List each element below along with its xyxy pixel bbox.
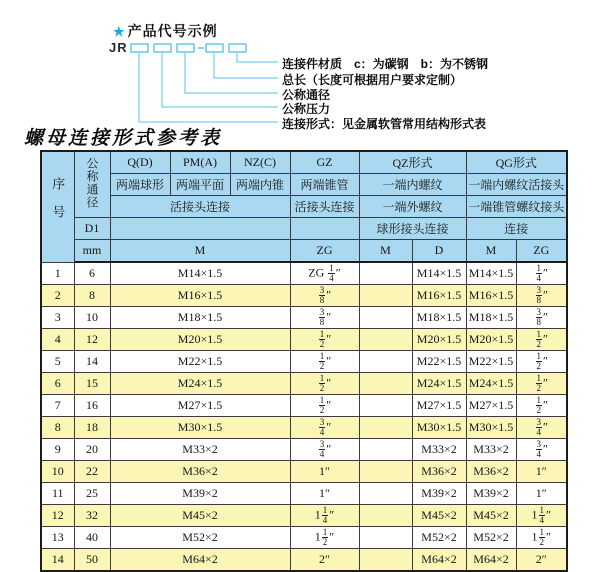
cell-dn: 22 bbox=[74, 461, 110, 483]
cell-qz-m bbox=[359, 483, 412, 505]
cell-seq: 10 bbox=[41, 461, 74, 483]
cell-seq: 7 bbox=[41, 395, 74, 417]
fraction: $\frac{3}{8}$ bbox=[536, 284, 541, 305]
cell-seq: 8 bbox=[41, 417, 74, 439]
header-qz-sub2: 一端外螺纹 bbox=[359, 196, 466, 218]
cell-qg-m: M22×1.5 bbox=[466, 351, 516, 373]
fraction: $\frac{1}{2}$ bbox=[319, 328, 325, 349]
cell-qz-d: M64×2 bbox=[412, 549, 466, 572]
cell-qz-d: M24×1.5 bbox=[412, 373, 466, 395]
cell-m: M33×2 bbox=[110, 439, 290, 461]
cell-qz-m bbox=[359, 351, 412, 373]
header-col-q: Q(D) bbox=[110, 151, 170, 174]
cell-seq: 11 bbox=[41, 483, 74, 505]
table-row bbox=[41, 395, 567, 417]
cell-seq: 2 bbox=[41, 285, 74, 307]
cell-seq: 1 bbox=[41, 262, 74, 285]
header-zg: ZG bbox=[290, 240, 359, 263]
label-nominal-diameter: 公称通径 bbox=[282, 88, 331, 102]
connector-line-1 bbox=[139, 53, 278, 122]
cell-qg-m: M14×1.5 bbox=[466, 262, 516, 285]
connector-line-4 bbox=[214, 53, 278, 78]
fraction: $\frac{3}{8}$ bbox=[319, 306, 325, 327]
cell-zg: $\frac{3}{8}$ ″ bbox=[290, 285, 359, 307]
cell-qz-m bbox=[359, 307, 412, 329]
cell-dn: 12 bbox=[74, 329, 110, 351]
fraction: $\frac{1}{4}$ bbox=[322, 504, 328, 525]
header-qz-sub1: 一端内螺纹 bbox=[359, 174, 466, 196]
header-col-gz: GZ bbox=[290, 151, 359, 174]
header-qg-sub2: 一端锥管螺纹接头 bbox=[466, 196, 567, 218]
cell-dn: 50 bbox=[74, 549, 110, 572]
cell-seq: 3 bbox=[41, 307, 74, 329]
cell-zg: 1″ bbox=[290, 483, 359, 505]
cell-seq: 12 bbox=[41, 505, 74, 527]
cell-qg-m: M16×1.5 bbox=[466, 285, 516, 307]
fraction: $\frac{1}{4}$ bbox=[329, 262, 334, 283]
cell-m: M64×2 bbox=[110, 549, 290, 572]
fraction: $\frac{1}{4}$ bbox=[536, 262, 541, 283]
fraction: $\frac{1}{2}$ bbox=[536, 372, 541, 393]
header-qg-m: M bbox=[466, 240, 516, 263]
cell-dn: 14 bbox=[74, 351, 110, 373]
cell-zg: 1 $\frac{1}{2}$ ″ bbox=[290, 527, 359, 549]
cell-m: M22×1.5 bbox=[110, 351, 290, 373]
cell-qz-d: M14×1.5 bbox=[412, 262, 466, 285]
cell-zg: 1″ bbox=[290, 461, 359, 483]
cell-qz-m bbox=[359, 329, 412, 351]
cell-qz-m bbox=[359, 527, 412, 549]
code-box-4 bbox=[206, 44, 223, 52]
cell-m: M24×1.5 bbox=[110, 373, 290, 395]
table-row bbox=[41, 373, 567, 395]
header-pm-sub: 两端平面 bbox=[170, 174, 230, 196]
table-row bbox=[41, 505, 567, 527]
header-row-1 bbox=[41, 151, 567, 174]
cell-m: M45×2 bbox=[110, 505, 290, 527]
fraction: $\frac{1}{2}$ bbox=[319, 394, 325, 415]
header-row-3 bbox=[41, 196, 567, 218]
table-row bbox=[41, 527, 567, 549]
cell-zg: $\frac{1}{2}$ ″ bbox=[290, 395, 359, 417]
connector-line-3 bbox=[185, 53, 278, 93]
header-q-sub: 两端球形 bbox=[110, 174, 170, 196]
cell-qz-m bbox=[359, 417, 412, 439]
label-connection-form: 连接形式：见金属软管常用结构形式表 bbox=[282, 117, 487, 131]
cell-qg-zg: 1″ bbox=[516, 483, 567, 505]
table-row bbox=[41, 439, 567, 461]
label-material: 连接件材质 c：为碳钢 b：为不锈钢 bbox=[282, 57, 489, 71]
cell-dn: 18 bbox=[74, 417, 110, 439]
header-qz-sub3: 球形接头连接 bbox=[359, 218, 466, 240]
header-qg-zg: ZG bbox=[516, 240, 567, 263]
cell-qg-zg: 1″ bbox=[516, 461, 567, 483]
cell-qg-m: M24×1.5 bbox=[466, 373, 516, 395]
diagram-heading-text: 产品代号示例 bbox=[127, 23, 218, 39]
cell-qg-zg: 2″ bbox=[516, 549, 567, 572]
cell-qz-d: M36×2 bbox=[412, 461, 466, 483]
header-union-joint-left: 活接头连接 bbox=[110, 196, 290, 218]
table-row bbox=[41, 329, 567, 351]
cell-qg-m: M45×2 bbox=[466, 505, 516, 527]
header-col-qz: QZ形式 bbox=[359, 151, 466, 174]
table-row bbox=[41, 351, 567, 373]
cell-qz-d: M30×1.5 bbox=[412, 417, 466, 439]
connector-lines bbox=[139, 53, 278, 122]
cell-qz-m bbox=[359, 373, 412, 395]
cell-zg: $\frac{3}{4}$ ″ bbox=[290, 439, 359, 461]
table-row bbox=[41, 262, 567, 285]
table-row bbox=[41, 483, 567, 505]
cell-qg-m: M64×2 bbox=[466, 549, 516, 572]
fraction: $\frac{1}{2}$ bbox=[322, 526, 328, 547]
header-row-5 bbox=[41, 240, 567, 263]
fraction: $\frac{1}{2}$ bbox=[319, 350, 325, 371]
cell-m: M39×2 bbox=[110, 483, 290, 505]
cell-m: M20×1.5 bbox=[110, 329, 290, 351]
code-box-1 bbox=[131, 44, 148, 52]
cell-m: M27×1.5 bbox=[110, 395, 290, 417]
fraction: $\frac{3}{8}$ bbox=[319, 284, 325, 305]
cell-zg: $\frac{3}{8}$ ″ bbox=[290, 307, 359, 329]
header-row-2 bbox=[41, 174, 567, 196]
cell-m: M14×1.5 bbox=[110, 262, 290, 285]
header-seq: 序号 bbox=[41, 151, 74, 262]
fraction: $\frac{1}{2}$ bbox=[319, 372, 325, 393]
cell-qg-m: M36×2 bbox=[466, 461, 516, 483]
cell-dn: 8 bbox=[74, 285, 110, 307]
cell-qz-m bbox=[359, 262, 412, 285]
fraction: $\frac{3}{4}$ bbox=[536, 416, 541, 437]
cell-qg-m: M30×1.5 bbox=[466, 417, 516, 439]
cell-zg: $\frac{1}{2}$ ″ bbox=[290, 373, 359, 395]
cell-qg-zg: $\frac{1}{2}$ ″ bbox=[516, 373, 567, 395]
header-col-qg: QG形式 bbox=[466, 151, 567, 174]
cell-qz-d: M39×2 bbox=[412, 483, 466, 505]
cell-qz-d: M18×1.5 bbox=[412, 307, 466, 329]
code-box-2 bbox=[154, 44, 171, 52]
table-row bbox=[41, 549, 567, 572]
cell-qz-d: M20×1.5 bbox=[412, 329, 466, 351]
table-row bbox=[41, 307, 567, 329]
cell-qz-m bbox=[359, 505, 412, 527]
header-qz-d: D bbox=[412, 240, 466, 263]
fraction: $\frac{1}{2}$ bbox=[536, 394, 541, 415]
nut-connection-table bbox=[40, 150, 568, 572]
cell-qg-zg: $\frac{1}{2}$ ″ bbox=[516, 395, 567, 417]
label-total-length: 总长（长度可根据用户要求定制） bbox=[282, 73, 463, 87]
header-qz-m: M bbox=[359, 240, 412, 263]
cell-qz-d: M33×2 bbox=[412, 439, 466, 461]
cell-qg-zg: $\frac{1}{2}$ ″ bbox=[516, 351, 567, 373]
cell-qz-d: M16×1.5 bbox=[412, 285, 466, 307]
header-row-4 bbox=[41, 218, 567, 240]
code-prefix: JR bbox=[109, 40, 128, 55]
cell-seq: 13 bbox=[41, 527, 74, 549]
cell-qg-zg: $\frac{1}{2}$ ″ bbox=[516, 329, 567, 351]
table-row bbox=[41, 461, 567, 483]
cell-zg: 2″ bbox=[290, 549, 359, 572]
cell-m: M36×2 bbox=[110, 461, 290, 483]
cell-qz-m bbox=[359, 439, 412, 461]
cell-qg-m: M18×1.5 bbox=[466, 307, 516, 329]
cell-seq: 5 bbox=[41, 351, 74, 373]
cell-qg-m: M52×2 bbox=[466, 527, 516, 549]
header-union-joint-gz: 活接头连接 bbox=[290, 196, 359, 218]
header-empty-gz bbox=[290, 218, 359, 240]
cell-qz-m bbox=[359, 285, 412, 307]
cell-zg: $\frac{1}{2}$ ″ bbox=[290, 329, 359, 351]
cell-qz-m bbox=[359, 395, 412, 417]
cell-qg-zg: 1 $\frac{1}{4}$ ″ bbox=[516, 505, 567, 527]
cell-qg-zg: $\frac{3}{8}$ ″ bbox=[516, 285, 567, 307]
cell-zg: 1 $\frac{1}{4}$ ″ bbox=[290, 505, 359, 527]
cell-dn: 16 bbox=[74, 395, 110, 417]
cell-qz-d: M52×2 bbox=[412, 527, 466, 549]
fraction: $\frac{3}{4}$ bbox=[536, 438, 541, 459]
fraction: $\frac{1}{2}$ bbox=[539, 526, 544, 547]
code-box-3 bbox=[177, 44, 194, 52]
cell-dn: 32 bbox=[74, 505, 110, 527]
cell-m: M18×1.5 bbox=[110, 307, 290, 329]
fraction: $\frac{1}{2}$ bbox=[536, 328, 541, 349]
code-boxes bbox=[131, 44, 246, 52]
cell-qz-m bbox=[359, 549, 412, 572]
cell-qg-zg: $\frac{3}{8}$ ″ bbox=[516, 307, 567, 329]
cell-qg-m: M39×2 bbox=[466, 483, 516, 505]
cell-qg-m: M27×1.5 bbox=[466, 395, 516, 417]
cell-qg-zg: 1 $\frac{1}{2}$ ″ bbox=[516, 527, 567, 549]
table-title: 螺母连接形式参考表 bbox=[24, 127, 223, 149]
cell-dn: 15 bbox=[74, 373, 110, 395]
cell-qz-m bbox=[359, 461, 412, 483]
header-gz-sub: 两端锥管 bbox=[290, 174, 359, 196]
connector-line-5 bbox=[237, 53, 278, 62]
table-row bbox=[41, 285, 567, 307]
cell-qg-m: M33×2 bbox=[466, 439, 516, 461]
diagram-heading bbox=[113, 21, 218, 41]
header-mm: mm bbox=[74, 240, 110, 263]
cell-seq: 4 bbox=[41, 329, 74, 351]
cell-qz-d: M45×2 bbox=[412, 505, 466, 527]
fraction: $\frac{1}{2}$ bbox=[536, 350, 541, 371]
cell-zg: $\frac{3}{4}$ ″ bbox=[290, 417, 359, 439]
cell-zg: ZG $\frac{1}{4}$ ″ bbox=[290, 262, 359, 285]
header-m: M bbox=[110, 240, 290, 263]
cell-zg: $\frac{1}{2}$ ″ bbox=[290, 351, 359, 373]
cell-m: M52×2 bbox=[110, 527, 290, 549]
header-col-pm: PM(A) bbox=[170, 151, 230, 174]
cell-qg-zg: $\frac{1}{4}$ ″ bbox=[516, 262, 567, 285]
header-nz-sub: 两端内锥 bbox=[230, 174, 290, 196]
cell-qg-zg: $\frac{3}{4}$ ″ bbox=[516, 417, 567, 439]
cell-dn: 25 bbox=[74, 483, 110, 505]
star-icon: ★ bbox=[113, 24, 126, 39]
fraction: $\frac{1}{4}$ bbox=[539, 504, 544, 525]
cell-dn: 6 bbox=[74, 262, 110, 285]
cell-dn: 40 bbox=[74, 527, 110, 549]
cell-qg-zg: $\frac{3}{4}$ ″ bbox=[516, 439, 567, 461]
label-nominal-pressure: 公称压力 bbox=[282, 102, 331, 116]
cell-seq: 14 bbox=[41, 549, 74, 572]
connector-line-2 bbox=[162, 53, 278, 107]
header-nominal-diameter: 公称通径 bbox=[74, 151, 110, 218]
header-empty-left bbox=[110, 218, 290, 240]
code-box-5 bbox=[229, 44, 246, 52]
cell-qg-m: M20×1.5 bbox=[466, 329, 516, 351]
cell-seq: 9 bbox=[41, 439, 74, 461]
header-d1: D1 bbox=[74, 218, 110, 240]
cell-qz-d: M27×1.5 bbox=[412, 395, 466, 417]
fraction: $\frac{3}{8}$ bbox=[536, 306, 541, 327]
cell-dn: 20 bbox=[74, 439, 110, 461]
header-qg-sub1: 一端内螺纹活接头 bbox=[466, 174, 567, 196]
fraction: $\frac{3}{4}$ bbox=[319, 416, 325, 437]
cell-m: M16×1.5 bbox=[110, 285, 290, 307]
cell-dn: 10 bbox=[74, 307, 110, 329]
header-col-nz: NZ(C) bbox=[230, 151, 290, 174]
cell-qz-d: M22×1.5 bbox=[412, 351, 466, 373]
cell-seq: 6 bbox=[41, 373, 74, 395]
fraction: $\frac{3}{4}$ bbox=[319, 438, 325, 459]
header-qg-sub3: 连接 bbox=[466, 218, 567, 240]
cell-m: M30×1.5 bbox=[110, 417, 290, 439]
table-row bbox=[41, 417, 567, 439]
table-body bbox=[41, 262, 567, 571]
